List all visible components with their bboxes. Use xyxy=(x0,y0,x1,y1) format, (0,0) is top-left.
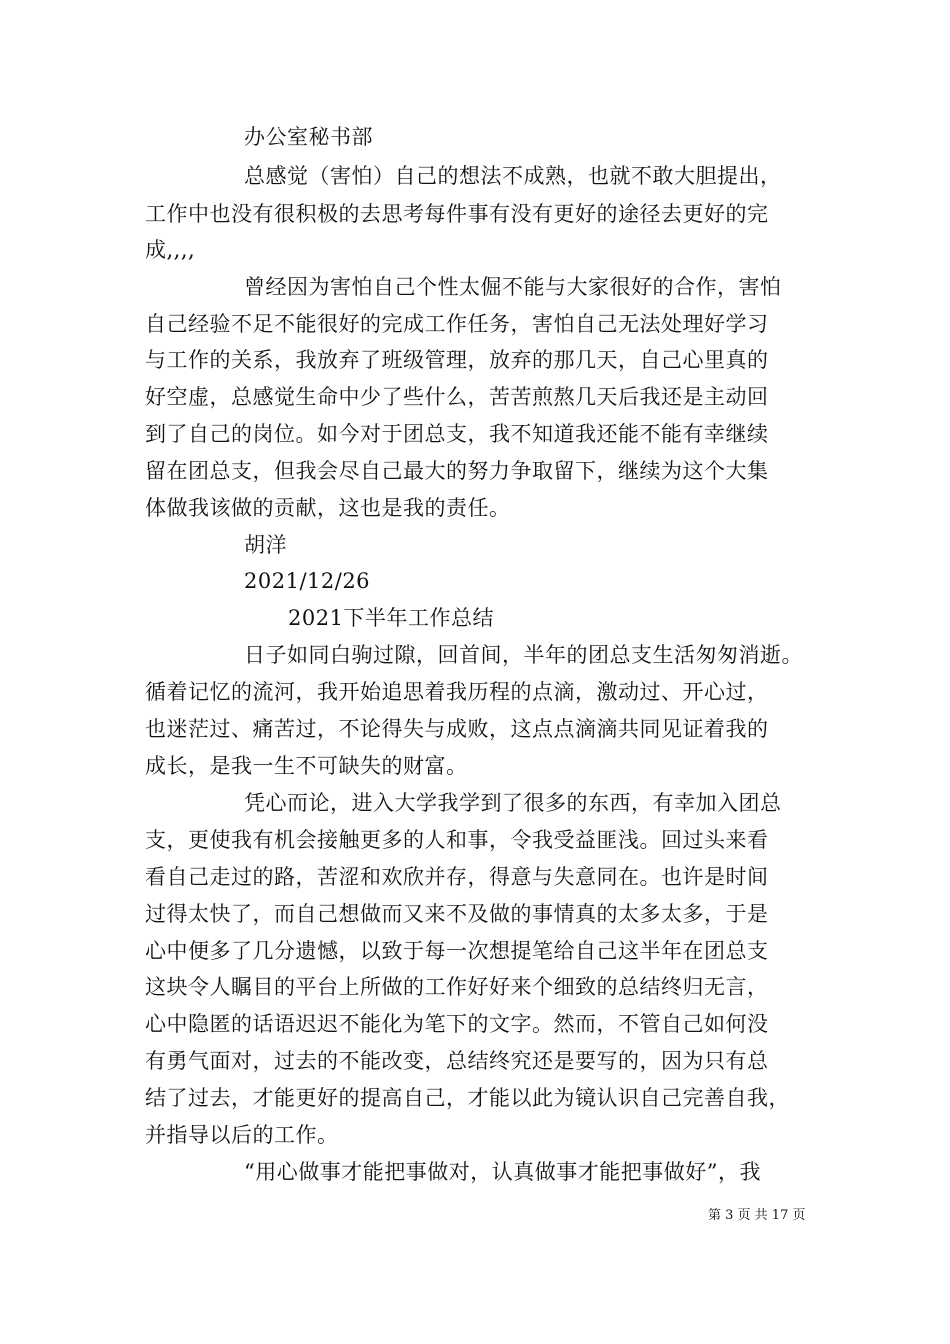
department-label: 办公室秘书部 xyxy=(244,125,373,149)
paragraph-line: 循着记忆的流河，我开始追思着我历程的点滴，激动过、开心过， xyxy=(145,680,769,704)
paragraph-line: 成,,,, xyxy=(145,238,196,262)
paragraph-line: 自己经验不足不能很好的完成工作任务，害怕自己无法处理好学习 xyxy=(145,312,769,336)
paragraph-line: 结了过去，才能更好的提高自己，才能以此为镜认识自己完善自我， xyxy=(145,1086,790,1110)
paragraph-line: 日子如同白驹过隙，回首间，半年的团总支生活匆匆消逝。 xyxy=(244,643,803,667)
paragraph-line: “用心做事才能把事做对，认真做事才能把事做好”，我 xyxy=(244,1160,761,1184)
paragraph-line: 与工作的关系，我放弃了班级管理，放弃的那几天，自己心里真的 xyxy=(145,348,769,372)
paragraph-line: 并指导以后的工作。 xyxy=(145,1123,339,1147)
paragraph-line: 到了自己的岗位。如今对于团总支，我不知道我还能不能有幸继续 xyxy=(145,422,769,446)
paragraph-line: 这块令人瞩目的平台上所做的工作好好来个细致的总结终归无言， xyxy=(145,975,769,999)
paragraph-line: 支，更使我有机会接触更多的人和事，令我受益匪浅。回过头来看 xyxy=(145,828,769,852)
paragraph-line: 总感觉（害怕）自己的想法不成熟，也就不敢大胆提出， xyxy=(244,164,782,188)
date-line: 2021/12/26 xyxy=(244,569,371,593)
paragraph-line: 凭心而论，进入大学我学到了很多的东西，有幸加入团总 xyxy=(244,791,782,815)
paragraph-line: 过得太快了，而自己想做而又来不及做的事情真的太多太多，于是 xyxy=(145,902,769,926)
paragraph-line: 留在团总支，但我会尽自己最大的努力争取留下，继续为这个大集 xyxy=(145,459,769,483)
paragraph-line: 心中隐匿的话语迟迟不能化为笔下的文字。然而，不管自己如何没 xyxy=(145,1012,769,1036)
paragraph-line: 心中便多了几分遗憾，以致于每一次想提笔给自己这半年在团总支 xyxy=(145,939,769,963)
paragraph-line: 成长，是我一生不可缺失的财富。 xyxy=(145,754,468,778)
paragraph-line: 看自己走过的路，苦涩和欢欣并存，得意与失意同在。也许是时间 xyxy=(145,865,769,889)
paragraph-line: 好空虚，总感觉生命中少了些什么，苦苦煎熬几天后我还是主动回 xyxy=(145,385,769,409)
paragraph-line: 工作中也没有很积极的去思考每件事有没有更好的途径去更好的完 xyxy=(145,202,769,226)
section-title: 2021下半年工作总结 xyxy=(288,606,494,630)
author-name: 胡洋 xyxy=(244,533,287,557)
paragraph-line: 也迷茫过、痛苦过，不论得失与成败，这点点滴滴共同见证着我的 xyxy=(145,717,769,741)
page-number-footer: 第 3 页 共 17 页 xyxy=(708,1208,806,1223)
paragraph-line: 有勇气面对，过去的不能改变，总结终究还是要写的，因为只有总 xyxy=(145,1049,769,1073)
paragraph-line: 体做我该做的贡献，这也是我的责任。 xyxy=(145,496,511,520)
paragraph-line: 曾经因为害怕自己个性太倔不能与大家很好的合作，害怕 xyxy=(244,275,782,299)
